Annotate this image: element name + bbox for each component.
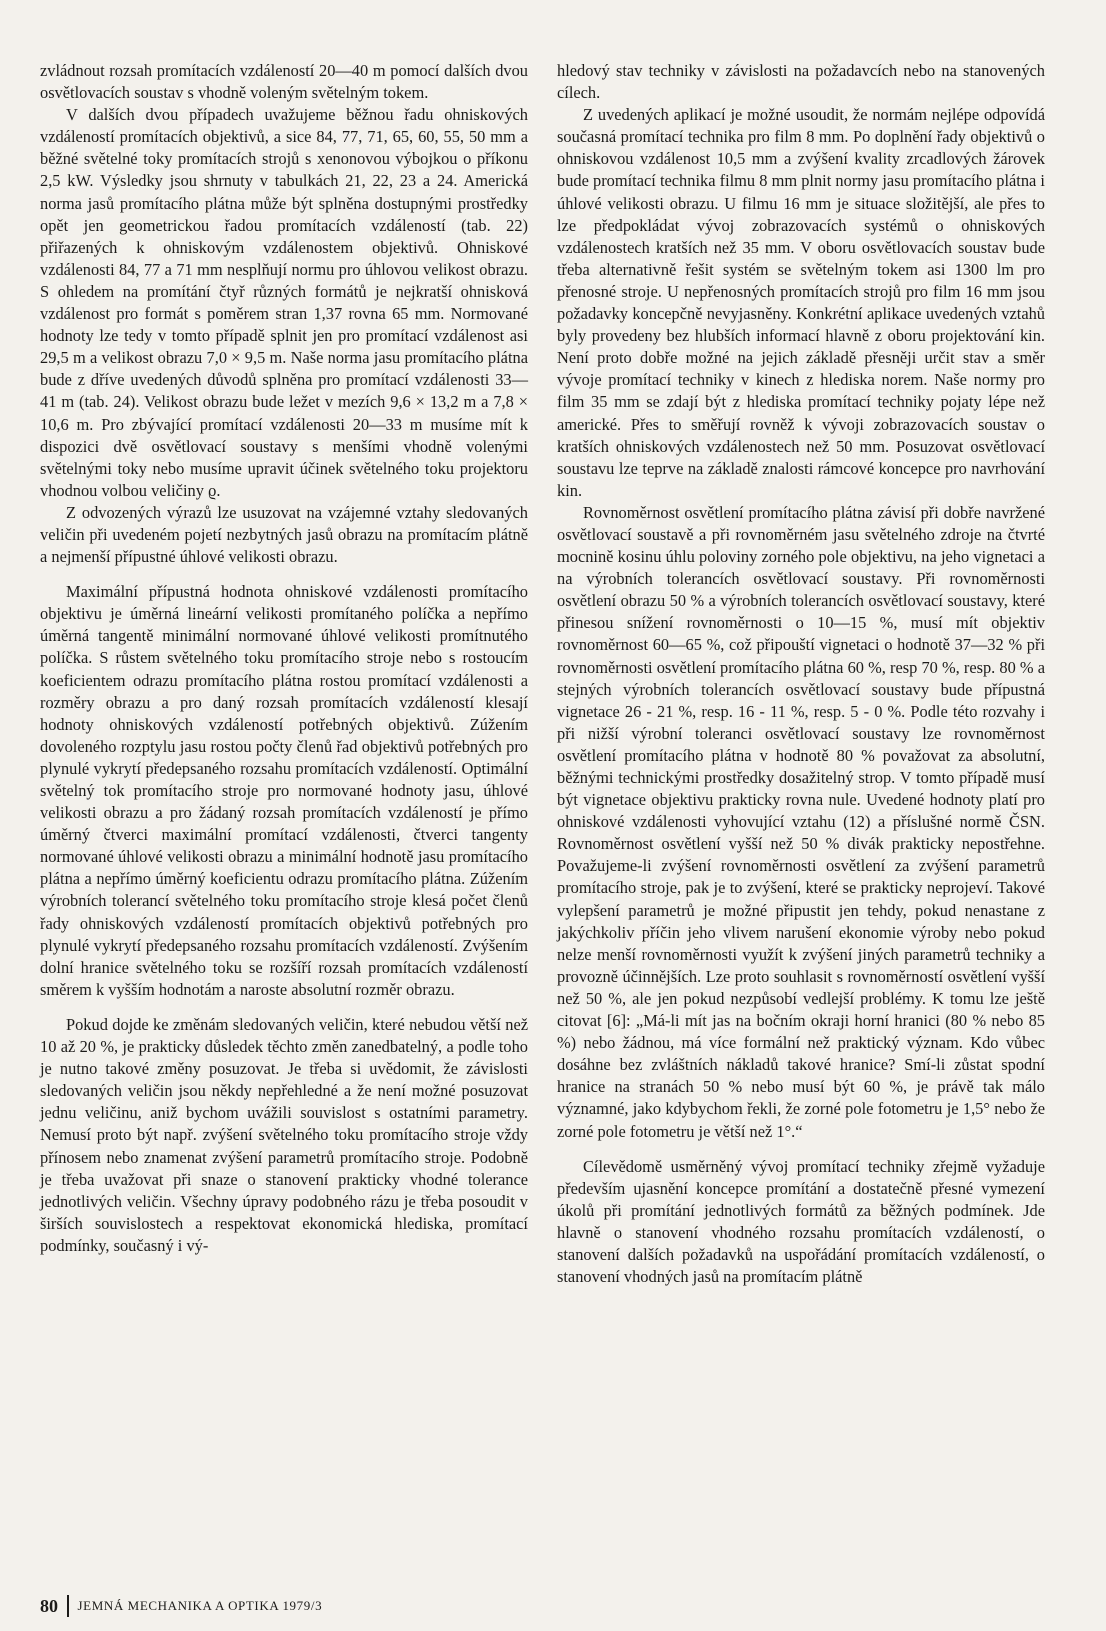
paragraph: Pokud dojde ke změnám sledovaných veličin, které nebudou větší než 10 až 20 %, je prakticky důsledek těchto změn zanedbatelný, a podle toho je nutno takové změny posuzovat. Je třeba si uvědomit, že závislosti sledovaných veličin jsou někdy nepřehledné a že není možné posuzovat jednu veličinu, aniž bychom uvážili souvislost s ostatními parametry. Nemusí proto být např. zvýšení světelného toku promítacího stroje vždy přínosem nebo znamenat zvýšení parametrů promítacího stroje. Podobně je třeba uvažovat při snaze o stanovení prakticky vhodné tolerance jednotlivých veličin. Všechny úpravy podobného rázu je třeba posoudit v širších souvislostech a respektovat ekonomická hlediska, promítací podmínky, současný i vý- <box>40 1014 528 1255</box>
journal-title: JEMNÁ MECHANIKA A OPTIKA 1979/3 <box>77 1598 323 1613</box>
paragraph: Cílevědomě usměrněný vývoj promítací techniky zřejmě vyžaduje především ujasnění koncepce promítání a dostatečně přesné vymezení úkolů při promítání jednotlivých formátů za běžných podmínek. Jde hlavně o stanovení vhodného rozsahu promítacích vzdáleností, o stanovení dalších požadavků na uspořádání promítacích vzdáleností, o stanovení vhodných jasů na promítacím plátně <box>557 1156 1045 1287</box>
paragraph: Z uvedených aplikací je možné usoudit, že normám nejlépe odpovídá současná promítací technika pro film 8 mm. Po doplnění řady objektivů o ohniskovou vzdálenost 10,5 mm a zvýšení kvality zrcadlových žárovek bude promítací technika filmu 8 mm plnit normy jasu promítacího plátna i úhlové velikosti obrazu. U filmu 16 mm je situace složitější, ale přes to lze předpokládat vývoj zobrazovacích systémů o ohniskových vzdálenostech kratších než 35 mm. V oboru osvětlovacích soustav bude třeba alternativně řešit systém se světelným tokem asi 1300 lm pro přenosné stroje. U nepřenosných promítacích strojů pro film 16 mm jsou požadavky koncepčně nevyjasněny. Konkrétní aplikace uvedených vztahů byly provedeny bez hlubších informací hlavně z oboru projektování kin. Není proto dobře možné na jejich základě přesněji určit stav a směr vývoje promítací techniky v kinech z hlediska norem. Naše normy pro film 35 mm se zdají být z hlediska promítací techniky pojaty lépe než americké. Přes to směřují rovněž k vývoji zobrazovacích soustav o kratších ohniskových vzdálenostech než 50 mm. Posuzovat osvětlovací soustavu lze teprve na základě znalosti rámcové koncepce pro navrhování kin. <box>557 105 1045 500</box>
paragraph: V dalších dvou případech uvažujeme běžnou řadu ohniskových vzdáleností promítacích objektivů, a sice 84, 77, 71, 65, 60, 55, 50 mm a běžné světelné toky promítacích strojů s xenonovou výbojkou o příkonu 2,5 kW. Výsledky jsou shrnuty v tabulkách 21, 22, 23 a 24. Americká norma jasů promítacího plátna může být splněna dostupnými prostředky opět jen geometrickou řadou promítacích vzdáleností (tab. 22) přiřazených k ohniskovým vzdálenostem objektivů. Ohniskové vzdálenosti 84, 77 a 71 mm nesplňují normu pro úhlovou velikost obrazu. S ohledem na promítání čtyř různých formátů je nejkratší ohnisková vzdálenost pro formát s poměrem stran 1,37 rovna 65 mm. Normované hodnoty lze tedy v tomto případě splnit jen pro promítací vzdálenost asi 29,5 m a velikost obrazu 7,0 × 9,5 m. Naše norma jasu promítacího plátna bude z dříve uvedených důvodů splněna pro promítací vzdálenosti 33—41 m (tab. 24). Velikost obrazu bude ležet v mezích 9,6 × 13,2 m a 7,8 × 10,6 m. Pro zbývající promítací vzdálenosti 20—33 m musíme mít k dispozici dvě osvětlovací soustavy s menšími vhodně volenými světelnými toky nebo musíme upravit účinek světelného toku projektoru vhodnou volbou veličiny ϱ. <box>40 105 528 500</box>
footer-divider <box>67 1595 69 1617</box>
page-footer <box>40 1595 322 1617</box>
paragraph: Rovnoměrnost osvětlení promítacího plátna závisí při dobře navržené osvětlovací soustavě a při rovnoměrném jasu světelného zdroje na čtvrté mocnině kosinu úhlu poloviny zorného pole objektivu, na jeho vignetaci a na výrobních tolerancích osvětlovací soustavy. Při rovnoměrnosti osvětlení obrazu 50 % a výrobních tolerancích osvětlovací soustavy, které přinesou snížení rovnoměrnosti o 10—15 %, musí mít objektiv rovnoměrnost 60—65 %, což připouští vignetaci o hodnotě 37—32 % při rovnoměrnosti osvětlení promítacího plátna 60 %, resp 70 %, resp. 80 % a stejných výrobních tolerancích osvětlovací soustavy bude přípustná vignetace 26 - 21 %, resp. 16 - 11 %, resp. 5 - 0 %. Podle této rozvahy i při nižší výrobní toleranci osvětlovací soustavy lze rovnoměrnost osvětlení promítacího plátna v hodnotě 80 % považovat za absolutní, běžnými technickými prostředky dosažitelný strop. V tomto případě musí být vignetace objektivu prakticky rovna nule. Uvedené hodnoty platí pro ohniskové vzdálenosti vyhovující vztahu (12) a příslušné normě ČSN. Rovnoměrnost osvětlení vyšší než 50 % divák prakticky nepostřehne. Považujeme-li zvýšení rovnoměrnosti osvětlení za zvýšení parametrů promítacího stroje, pak je to zvýšení, které se prakticky neprojeví. Takové vylepšení parametrů je možné připustit jen tehdy, pokud nenastane z jakýchkoliv příčin jeho vlivem narušení ekonomie výroby nebo pokud nelze menší rovnoměrnosti využít k zvýšení jiných parametrů techniky a provozně účinnějších. Lze proto souhlasit s rovnoměrností osvětlení vyšší než 50 %, ale jen pokud nezpůsobí vedlejší problémy. K tomu lze ještě citovat [6]: „Má-li mít jas na bočním okraji horní hranici (80 % nebo 85 %) nebo žádnou, má více formální než praktický význam. Kdo vůbec dosáhne bez zvláštních nákladů takové hranice? Smí-li zůstat spodní hranice na stranách 50 % nebo musí být 60 %, je právě tak málo významné, jako kdybychom řekli, že zorné pole fotometru je 1,5° nebo že zorné pole fotometru je větší než 1°.“ <box>557 502 1045 1141</box>
paragraph: Z odvozených výrazů lze usuzovat na vzájemné vztahy sledovaných veličin při uvedeném pojetí nezbytných jasů obrazu na promítacím plátně a nejmenší přípustné úhlové velikosti obrazu. <box>40 502 528 567</box>
page-number: 80 <box>40 1595 58 1616</box>
right-column <box>557 60 1045 1288</box>
paragraph: zvládnout rozsah promítacích vzdáleností 20—40 m pomocí dalších dvou osvětlovacích soustav s vhodně voleným světelným tokem. <box>40 61 528 103</box>
paragraph: Maximální přípustná hodnota ohniskové vzdálenosti promítacího objektivu je úměrná lineární velikosti promítaného políčka a nepřímo úměrná tangentě minimální normované úhlové velikosti promítnutého políčka. S růstem světelného toku promítacího stroje nebo s rostoucím koeficientem odrazu promítacího plátna rostou promítací vzdálenosti a rozměry obrazu a pro daný rozsah promítacích vzdáleností klesají hodnoty ohniskových vzdáleností potřebných objektivů. Zúžením dovoleného rozptylu jasu rostou počty členů řad objektivů potřebných pro plynulé vykrytí předepsaného rozsahu promítacích vzdáleností. Optimální světelný tok promítacího stroje pro normované hodnoty jasu, úhlové velikosti obrazu a pro žádaný rozsah promítacích vzdáleností je přímo úměrný čtverci maximální promítací vzdálenosti, čtverci tangenty normované úhlové velikosti obrazu a minimální hodnotě jasu promítacího plátna a nepřímo úměrný koeficientu odrazu promítacího plátna. Zúžením výrobních tolerancí světelného toku promítacího stroje klesá počet členů řady ohniskových vzdáleností promítacích objektivů potřebných pro plynulé vykrytí předepsaného rozsahu promítacích vzdáleností. Zvýšením dolní hranice světelného toku se rozšíří rozsah promítacích vzdáleností směrem k vyšším hodnotám a naroste absolutní rozměr obrazu. <box>40 582 528 999</box>
paragraph: hledový stav techniky v závislosti na požadavcích nebo na stanovených cílech. <box>557 61 1045 103</box>
left-column <box>40 60 528 1257</box>
